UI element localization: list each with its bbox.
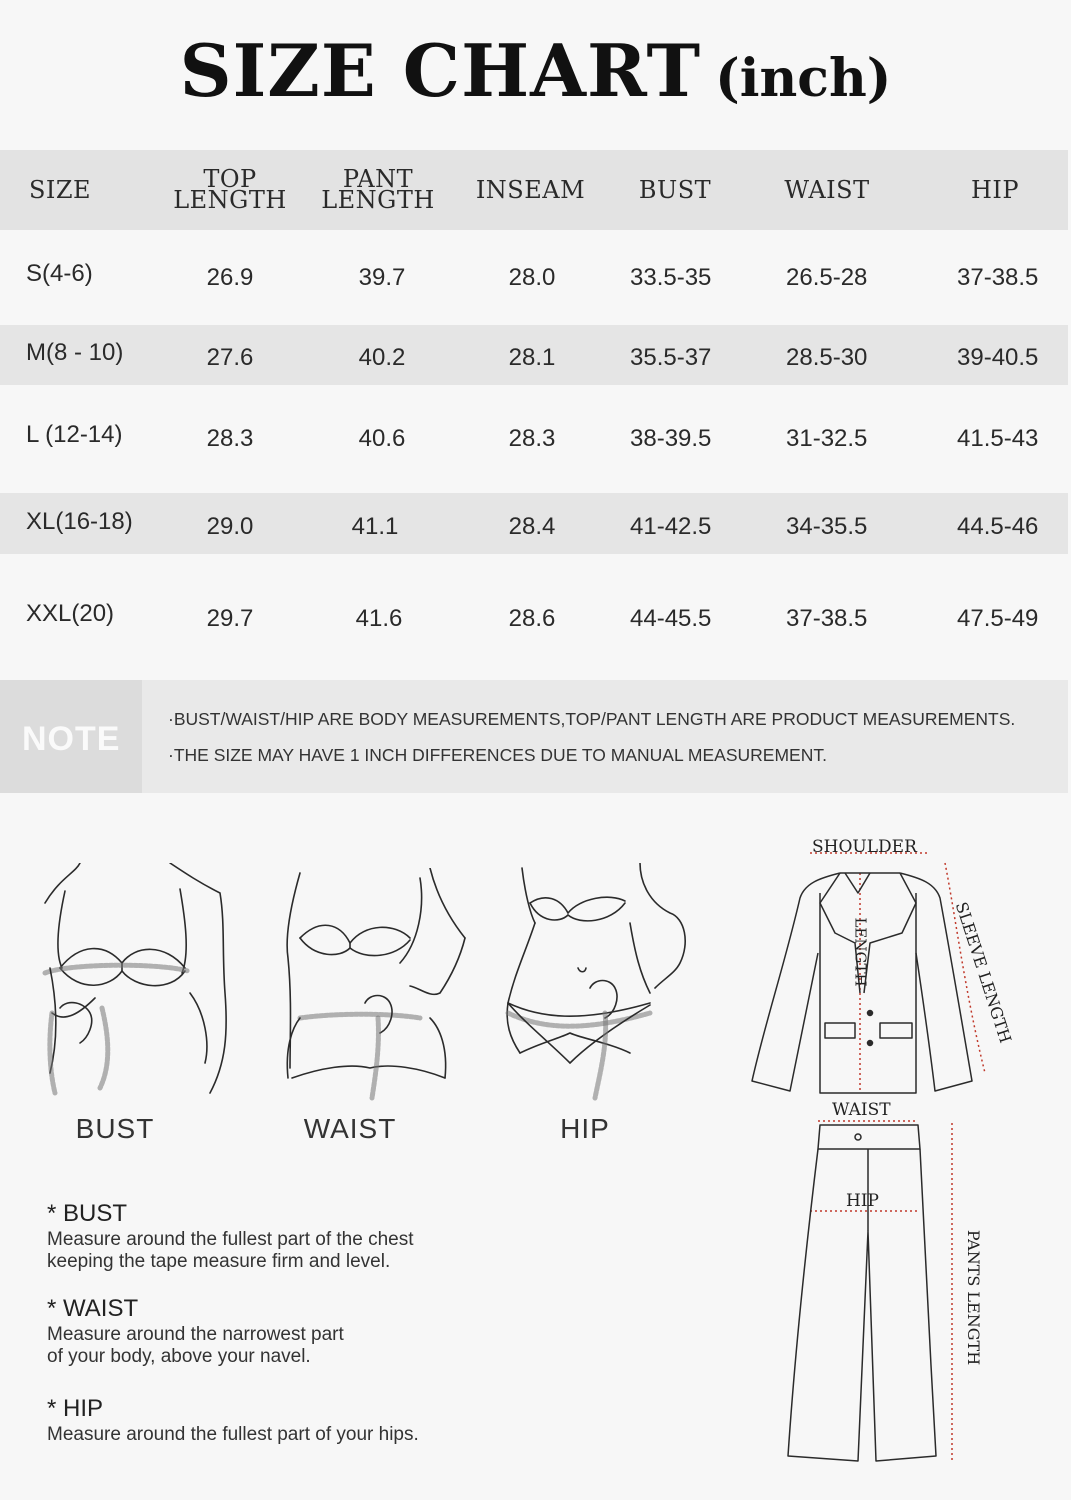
cell-pant-length: 41.1	[351, 512, 399, 540]
header-pant-length	[308, 150, 448, 230]
waist-measure-illustration-icon	[280, 868, 475, 1103]
header-hip-label: HIP	[970, 175, 1020, 204]
header-pant-length-line1: PANT	[342, 165, 414, 193]
header-waist-label: WAIST	[784, 175, 870, 204]
cell-hip: 37-38.5	[957, 263, 1039, 291]
title-unit: (inch)	[715, 48, 892, 109]
instruction-bust-line: keeping the tape measure firm and level.	[47, 1251, 391, 1272]
table-row	[0, 230, 1068, 325]
instruction-waist-heading: * WAIST	[47, 1295, 139, 1322]
cell-hip: 44.5-46	[957, 512, 1039, 540]
page-title	[0, 28, 1071, 113]
header-size-label: SIZE	[28, 175, 92, 204]
cell-inseam: 28.1	[508, 344, 556, 371]
table-header	[0, 150, 1068, 230]
cell-size: L (12-14)	[26, 421, 123, 448]
table-row	[0, 493, 1068, 554]
instruction-waist-line: of your body, above your navel.	[47, 1346, 311, 1367]
label-sleeve-length: SLEEVE LENGTH	[951, 899, 1016, 1046]
instruction-bust-heading: * BUST	[47, 1200, 128, 1227]
header-hip	[925, 150, 1065, 230]
header-size	[0, 150, 120, 230]
cell-top-length: 26.9	[206, 263, 254, 291]
cell-bust: 44-45.5	[630, 605, 712, 632]
instruction-waist	[47, 1295, 344, 1368]
cell-pant-length: 39.7	[358, 263, 406, 291]
cell-top-length: 27.6	[206, 344, 254, 371]
cell-size: M(8 - 10)	[26, 339, 124, 366]
note-line-1: ·BUST/WAIST/HIP ARE BODY MEASUREMENTS,TOP/PANT LENGTH ARE PRODUCT MEASUREMENTS.	[168, 709, 1016, 729]
cell-waist: 26.5-28	[786, 263, 868, 291]
cell-waist: 31-32.5	[786, 425, 868, 452]
label-pants-length: PANTS LENGTH	[964, 1229, 984, 1366]
cell-pant-length: 40.6	[358, 425, 406, 452]
cell-size: S(4-6)	[26, 259, 93, 287]
header-pant-length-line2: LENGTH	[321, 186, 435, 214]
cell-pant-length: 41.6	[355, 605, 403, 632]
title-area	[0, 0, 1071, 150]
cell-pant-length: 40.2	[358, 344, 406, 371]
table-row	[0, 554, 1068, 680]
cell-inseam: 28.0	[508, 263, 556, 291]
cell-waist: 28.5-30	[786, 344, 868, 371]
cell-top-length: 29.0	[206, 512, 254, 540]
note-section	[0, 680, 1068, 793]
cell-inseam: 28.3	[508, 425, 556, 452]
cell-waist: 34-35.5	[786, 512, 868, 540]
note-badge	[0, 680, 142, 793]
cell-bust: 35.5-37	[630, 344, 712, 371]
title-main: SIZE CHART	[179, 28, 702, 113]
note-label: NOTE	[22, 720, 121, 758]
cell-size: XL(16-18)	[26, 507, 133, 535]
label-shoulder: SHOULDER	[812, 837, 917, 857]
cell-top-length: 29.7	[206, 605, 254, 632]
label-length: LENGTH	[851, 917, 870, 987]
cell-size: XXL(20)	[26, 600, 115, 627]
figure-caption-bust: BUST	[75, 1113, 155, 1144]
cell-waist: 37-38.5	[786, 605, 868, 632]
header-inseam-label: INSEAM	[475, 175, 586, 204]
instruction-hip-line: Measure around the fullest part of your hips.	[47, 1424, 419, 1445]
hip-measure-illustration-icon	[500, 863, 700, 1103]
cell-hip: 41.5-43	[957, 425, 1039, 452]
pants-diagram-icon	[780, 1111, 980, 1471]
cell-top-length: 28.3	[206, 425, 254, 452]
cell-hip: 47.5-49	[957, 605, 1039, 632]
header-top-length-line1: TOP	[203, 165, 257, 193]
cell-bust: 38-39.5	[630, 425, 712, 452]
cell-bust: 33.5-35	[630, 263, 712, 291]
label-hip: HIP	[846, 1191, 879, 1211]
header-bust	[605, 150, 745, 230]
figure-caption-hip: HIP	[560, 1113, 610, 1144]
label-pants-waist: WAIST	[832, 1100, 891, 1120]
cell-inseam: 28.6	[508, 605, 556, 632]
instruction-bust-line: Measure around the fullest part of the chest	[47, 1229, 414, 1250]
figure-caption-waist: WAIST	[303, 1113, 397, 1144]
cell-bust: 41-42.5	[630, 512, 712, 540]
instruction-hip	[47, 1395, 419, 1446]
table-row	[0, 325, 1068, 385]
cell-hip: 39-40.5	[957, 344, 1039, 371]
header-top-length-line2: LENGTH	[173, 186, 287, 214]
cell-inseam: 28.4	[508, 512, 556, 540]
instruction-hip-heading: * HIP	[47, 1395, 104, 1422]
measure-guide-section	[0, 793, 1071, 1500]
header-bust-label: BUST	[638, 175, 712, 204]
header-top-length	[160, 150, 300, 230]
header-waist	[757, 150, 897, 230]
header-inseam	[458, 150, 603, 230]
instruction-waist-line: Measure around the narrowest part	[47, 1324, 344, 1345]
note-line-2: ·THE SIZE MAY HAVE 1 INCH DIFFERENCES DUE TO MANUAL MEASUREMENT.	[168, 745, 827, 765]
instruction-bust	[47, 1200, 414, 1273]
bust-measure-illustration-icon	[40, 863, 235, 1103]
table-row	[0, 385, 1068, 493]
